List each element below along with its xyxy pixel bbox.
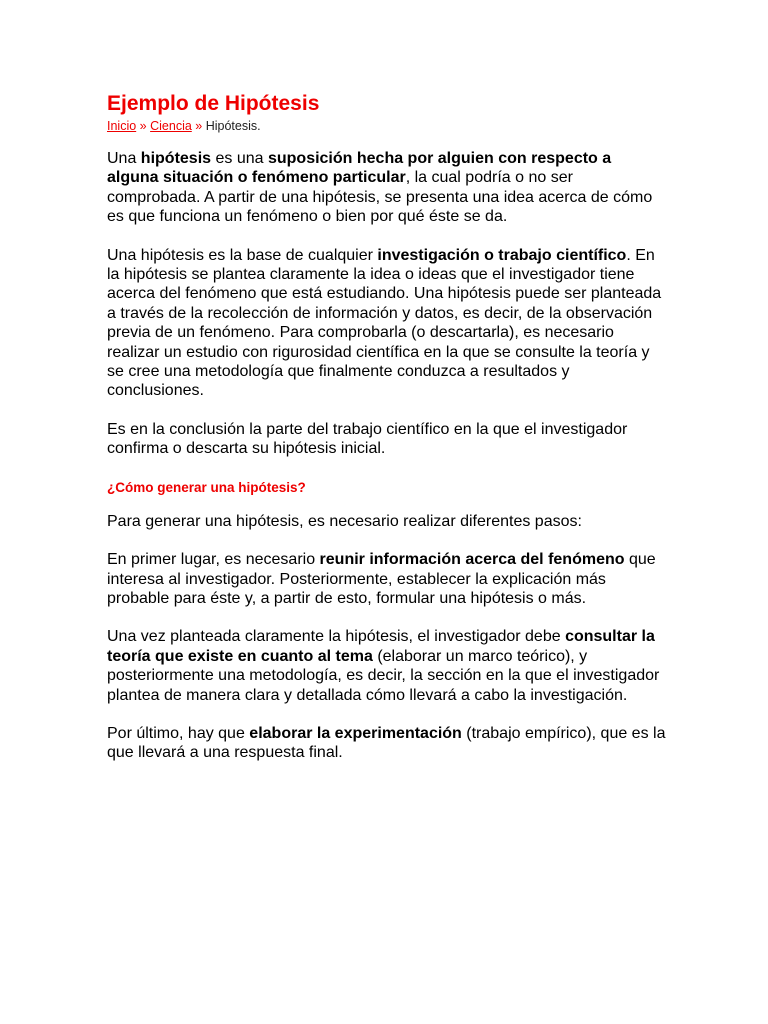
- breadcrumb-link-ciencia[interactable]: Ciencia: [150, 119, 192, 133]
- section-heading: ¿Cómo generar una hipótesis?: [107, 479, 306, 495]
- bold-run: suposición hecha por alguien con respecto a alguna situación o fenómeno particular: [107, 150, 612, 187]
- text-run: (trabajo empírico), que es la que llevará a una respuesta final.: [107, 724, 666, 762]
- paragraph-step-three: [107, 724, 667, 763]
- text-run: . En la hipótesis se plantea claramente la idea o ideas que el investigador tiene acerca del fenómeno que está estudiando. Una hipótesis puede ser planteada a través de la recolección de información y datos, es decir, de la observación previa de un fenómeno. Para comprobarla (o descartarla), es necesario realizar un estudio con rigurosidad científica en la que se consulte la teoría y se cree una metodología que finalmente conduzca a resultados y conclusiones.: [107, 246, 662, 400]
- paragraph-conclusion: Es en la conclusión la parte del trabajo científico en la que el investigador confirma o descarta su hipótesis inicial.: [107, 420, 628, 458]
- text-run: es una: [211, 150, 268, 167]
- paragraph-step-one: [107, 550, 667, 608]
- text-run: (elaborar un marco teórico), y posteriormente una metodología, es decir, la sección en la que el investigador plantea de manera clara y detallada cómo llevará a cabo la investigación.: [107, 647, 660, 704]
- bold-run: hipótesis: [140, 150, 212, 167]
- bold-run: reunir información acerca del fenómeno: [319, 551, 625, 569]
- bold-run: consultar la teoría que existe en cuanto al tema: [107, 628, 655, 665]
- text-run: Una: [107, 150, 141, 167]
- text-run: Por último, hay que: [107, 724, 250, 742]
- paragraph-step-two: [107, 627, 667, 705]
- text-run: Una hipótesis es la base de cualquier: [107, 246, 378, 264]
- paragraph-definition: [107, 149, 667, 227]
- breadcrumb-separator: »: [139, 119, 147, 133]
- breadcrumb-separator: »: [195, 119, 203, 133]
- paragraph-basis: [107, 246, 667, 401]
- bold-run: elaborar la experimentación: [249, 724, 462, 742]
- text-run: , la cual podría o no ser comprobada. A partir de una hipótesis, se presenta una idea acerca de cómo es que funciona un fenómeno o bien por qué éste se da.: [107, 169, 653, 226]
- breadcrumb-current: Hipótesis.: [205, 119, 261, 133]
- text-run: En primer lugar, es necesario: [107, 551, 320, 569]
- breadcrumb-link-inicio[interactable]: Inicio: [107, 119, 137, 133]
- page-title: Ejemplo de Hipótesis: [107, 92, 320, 115]
- bold-run: investigación o trabajo científico: [377, 246, 627, 264]
- text-run: Una vez planteada claramente la hipótesis, el investigador debe: [107, 628, 566, 646]
- text-run: que interesa al investigador. Posteriormente, establecer la explicación más probable para éste y, a partir de esto, formular una hipótesis o más.: [107, 551, 656, 607]
- paragraph-steps-intro: Para generar una hipótesis, es necesario realizar diferentes pasos:: [107, 512, 582, 530]
- breadcrumb: [107, 118, 668, 134]
